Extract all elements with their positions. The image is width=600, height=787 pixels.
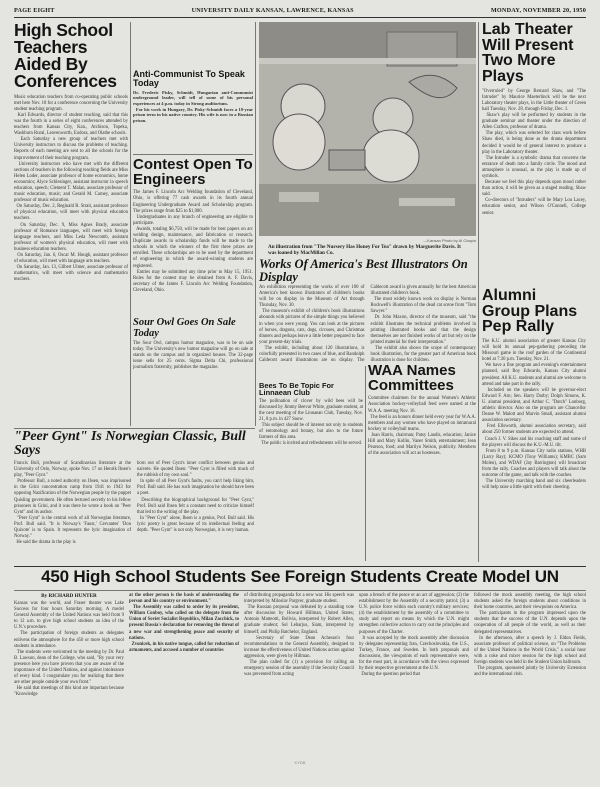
byline: By RICHARD HUNTER [41, 593, 97, 599]
body-anti-communist: Dr. Frederic Pisky, Schmidt, Hungarian anti-Communist underground leader, will tell of some of his personal experiences at 4 p.m. today in Strong auditorium. For his work in Hungary, Dr. Pisky-Schmidt faces a 10-year prison term in his native country. His wife is now in a Russian prison. [133, 89, 253, 124]
article-teachers [14, 22, 128, 428]
body-peer-gynt-left: Francis Bull, professor of Scandinavian literature at the University of Oslo, Norway, spoke Nov. 17 on Henrik Ibsen's play, "Peer Gynt." Professor Bull, a noted authority on Ibsen, was imprisoned in the Grini concentration camp from 1941 to 1943 for opposing Nazification of the Norwegian people by the puppet Quisling government. He often lectured secretly to his fellow prisoners in Grini, and it was there he wrote a book on "Peer Gynt" and its author. "Peer Gynt" is the central work of all Norwegian literature, Prof. Bull said. "It is Norway's 'Faust,' Cervantes' 'Don Quixote' is to Spain. It represents the lyric imagination of Norway." He said the drama in the play is [14, 461, 132, 546]
column-rule [130, 22, 131, 426]
headline-teachers: High School Teachers Aided By Conferences [14, 20, 117, 92]
headline-lab-theater: Lab Theater Will Present Two More Plays [482, 21, 574, 86]
article-peer-gynt [14, 430, 255, 562]
body-illustrators: An exhibition representing the works of over 100 of America's best known illustrators of children's books will be on display in the Museum of Art through Thursday, Nov. 30. The museum's exhibit of children's book illustrations abounds with pictures of the simple things you believed in when you were young. You can look at the pictures of horses, dragons, cats, dogs, circuses, and Christmas dinners and perhaps leave a little better prepared to face your present-day trials. The exhibit, including about 120 illustrations, is colorfully presented in two cases of blue, and Randolph Caldecott award illustrations are on display. The Caldecott award is given annually for the best American illustrated children's book. The most widely known work on display is Norman Rockwell's illustration of the dead cat scene from "Tom Sawyer." Dr. John Maxon, director of the museum, said "the exhibit illustrates the technical problems involved in printing illustrated books and that the design themselves are not finished works of art but rely on the printed material for their interpretation." The exhibit also shows the scope of contemporary book illustration, for the greater part of American book illustration is done for children. [259, 285, 477, 364]
headline-anti-communist: Anti-Communist To Speak Today [133, 69, 245, 88]
headline-bees: Bees To Be Topic For Linnaean Club [259, 381, 334, 398]
body-model-un-col5: followed the mock assembly meeting, the high school students asked the foreign students about conditions in their home countries, and their viewpoints on America. The participants in the program impressed upon the students that the success of the U.N. depends upon the cooperation of all people of the world, as well as their delegated representatives. In the afternoon, after a speech by J. Eldon Fields, associate professor of political science, on "The Problems of the United Nations in the World Crisis," a social hour with a coke and mixer session for the high school and foreign students was held in the Student Union ballroom. The program, sponsored jointly by University Extension and the international club. [474, 593, 587, 678]
article-contest [133, 158, 253, 316]
masthead-rule [14, 17, 586, 18]
footer-mark: KYDB [294, 760, 306, 765]
body-model-un-col1: Kansas was the world, and Fraser theater was Lake Success for four hours Saturday morning. A model General Assembly of the United Nations was held from 9 to 12 a.m. to give high school students an idea of the U.N.'s procedure. The participation of foreign students as delegates enlivens the atmosphere for the 450 or more high school students in attendance. The students were welcomed to the meeting by Dr. Paul B. Lawson, dean of the College, who said, "By your very presence here you have proven that you are aware of the importance of the United Nations, and against intolerance of every kind. I congratulate you for realizing that there are other people outside your own front." He said that meetings of this kind are important because "Knowledge [14, 601, 125, 698]
headline-illustrators: Works Of America's Best Illustrators On Display [259, 257, 468, 284]
page-number: PAGE EIGHT [14, 6, 55, 14]
photo-credit: —Kansan Photo by Al Chapin [423, 238, 476, 243]
body-bees: The pollination of clover by wild bees will be discussed by Jimmy Beevar White, graduate student, at the next meeting of the Linnaean Club, Tuesday, Nov. 21, 8 p.m. in 427 Snow. This subject should be of interest not only to students of entomology and botany, but also to the future farmers of this area. The public is invited and refreshments will be served. [259, 398, 363, 447]
body-contest: The James F. Lincoln Arc Welding foundation of Cleveland, Ohio, is offering 77 cash awards in its fourth annual Engineering Undergraduate Award and Scholarship program. The prizes range from $25 to $1,000. Undergraduates in any branch of engineering are eligible to participate. Awards, totaling $6,750, will be made for best papers on arc welding design, maintenance, and fabrication or research. Duplicate awards in scholarship funds will be made to the schools in which the winners of the first three prizes are enrolled. These scholarships are to be used by the department of engineering in which the award-winning students are registered. Entries may be submitted any time prior to May 15, 1951. Rules for the contest may be obtained from A. F. Davis, secretary of the James F. Lincoln Arc Welding Foundation, Cleveland, Ohio. [133, 190, 254, 293]
divider [14, 590, 586, 591]
headline-sour-owl: Sour Owl Goes On Sale Today [133, 317, 236, 339]
body-alumni: The K.U. alumni association of greater Kansas City will hold its annual pep-gathering preceding the Missouri game in the roof garden of the Continental hotel at 7:30 p.m. Tuesday, Nov. 21. We have a fine program and evening's entertainment planned, said Roy Edwards, Kansas City alumni president. All K.U. students and alumni are welcome to attend and take part in the rally. Included on the speakers will be governor-elect Edward F. Arn; Sen. Harry Darby; Dolph Simons, K. U. alumni president, and Arthur C. "Dutch" Lonborg, athletic director. Also on the program are Chancellor Deane W. Malott and Marvin Small, assistant alumni association secretary. Fred Ellsworth, alumni association secretary, said about 250 former students are expected to attend. Coach J. V. Sikes and his coaching staff and some of the players will discuss the K.U.-M.U. tilt. From 8 to 9 p.m. Kansas City radio stations, WHB (Larry Ray); KCMO (Tony Williams); KMBC (Sam Molen), and WDAF (Jay Barrington) will broadcast from the rally. Coaches and players will talk about the outcome of the game, and talk with the coaches. The University marching band and six cheerleaders will help raise a little spirit with their cheering. [482, 339, 587, 491]
article-alumni [482, 288, 586, 562]
illustration-photo [259, 22, 476, 236]
body-model-un-col3: of distributing propaganda for a new war. His speech was interpreted by Miloslav Pargver, graduate student. The Russian proposal was defeated by a standing vote after discussion by Howard Hillman, United States; Antonio Matteotti, Bolivia, interpreted by Robert Allen, graduate student; Sol Lebarjus, Siam, interpreted by himself; and Philip Batchelor, England. Secretary of State Dean Acheson's four recommendations to the General Assembly, designed to increase the effectiveness of United Nations action against aggression, were given by Hillman. The plan called for (1) a provision for calling an emergency session of the assembly if the Security Council was prevented from acting [244, 593, 355, 678]
article-lab-theater [482, 22, 586, 280]
body-teachers: Music education teachers from co-operating public schools met here Nov. 18 for a conference concerning the University student teaching program. Karl Edwards, director of student teaching, said that this was the fourth in a series of eight conferences attended by teachers from Kansas City, Kan., Atchison, Topeka, Washburn Rural, Leavenworth, Eudora, and Olathe schools. Each Saturday a new group of teachers met with University instructors to discuss the problems of teaching. Reports of each meeting are sent to all the schools for the improvement of their teaching program. University instructors who have met with the different sections of teachers in the following teaching fields are Miss Helen Loder, associate professor of home economics, home economics; Alyce Schlesinger, assistant instructor in speech education, speech; Clement T. Malan, associate professor of music education, music; and Gerald M. Carney, associate professor of music education. On Saturday, Dec. 2, Reginald R. Strait, assistant professor of physical education, will meet with physical education teachers. On Saturday, Dec. 9, Miss Agnes Brady, associate professor of Romance languages, will meet with foreign language teachers, and Miss Leda Newcomb, assistant professor of women's physical education, will meet with business education teachers. On Saturday, Jan. 6, Oscar M. Hough, assistant professor of education, will meet with language arts teachers. On Saturday, Jan. 13, Gilbert Ulmer, associate professor of mathematics, will meet with science and mathematics teachers. [14, 94, 129, 283]
article-waa [368, 364, 476, 562]
body-model-un-col4: upon a breach of the peace or an act of aggression; (2) the establishment by the Assembly of a security patrol; (3) a U.N. police force within each country's military services; (4) the establishment by the assembly of a committee to study and report on means by which the U.N. might strengthen collective action to carry out the principles and purposes of the Charter. It was accepted by the mock assembly after discussion by delegates representing Iran, Czechoslovakia, the U.S., Turkey, France, and Sweden. In both proposals and discussions, the viewpoints of each representative were, for the most part, in accordance with the views expressed by their respective government at the U.N. During the question period that [359, 593, 470, 678]
body-lab-theater: "Overruled" by George Bernard Shaw, and "The Intruder" by Maurice Maeterlinck will be the next Laboratory theater plays, in the Little theater of Green hall Tuesday, Nov. 28, through Friday, Dec. 1. Shaw's play will be performed by students in the graduate seminar and theater under the direction of Allen Crafton, professor of drama. The play, which was selected for class work before Shaw died, is being done as the drama department decided it would be of general interest to produce a play in the Laboratory theater. The Intruder is a symbolic drama that concerns the entrance of death into a family circle. The mood and atmosphere is unusual, as the play is made up of symbols. Because we feel this play depends upon mood rather than action, it will be given as a staged reading, Shaw said. Co-directors of "Intruders" will be Mary Lou Lacey, education senior, and Wilson O'Connell, College senior. [482, 88, 587, 216]
body-model-un-col2: at the other person is the basis of understanding the person and his country or environment." The Assembly was called to order by its president, William Conboy, who called on the delegate from the Union of Soviet Socialist Republics, Milan Zocchick, to present Russia's declaration for removing the threat of a new war and strengthening peace and security of nations. Zvonicek, in his native tongue, called for reduction of armaments, and accused a number of countries [129, 593, 240, 653]
newspaper-title: UNIVERSITY DAILY KANSAN, LAWRENCE, KANSAS [191, 6, 354, 14]
masthead [14, 4, 586, 16]
article-model-un [14, 593, 586, 751]
column-rule [478, 22, 479, 562]
body-waa: Committee chairmen for the annual Women's Athletic Association hockey-volleyball feed were named at the W.A.A. meeting Nov. 16. The feed is an honors dinner held every year for W.A.A. members and any women who have played on intramural hockey or volleyball teams. Joan Harris, chairman; Patsy Landis, education; Janice Hill and Mary Kollin, Vaner Smith, entertainment; Jean Pearson, food; and Marilyn Nelson, publicity. Members of the association will act as hostesses. [368, 396, 477, 457]
body-peer-gynt-right: born out of Peer Gynt's inner conflict between genius and naivete. He quoted Ibsen: "Peer Gynt is filled with much of the rubbish of my own soul." In spite of all Peer Gynt's faults, you can't help liking him, Prof. Bull said. He has such imagination he should have been a poet. Describing the biographical background for "Peer Gynt," Prof. Bull said Ibsen felt a constant need to criticize himself that led to the writing of the play. In "Peer Gynt" alone, Ibsen is a genius, Prof. Bull said. His lyric poetry is great because of its intellectual feeling and depth. "Peer Gynt" is not only Norwegian, it is very human. [137, 461, 255, 534]
illustration-drawing [259, 22, 476, 236]
headline-peer-gynt: "Peer Gynt" Is Norwegian Classic, Bull Says [14, 429, 246, 458]
photo-caption: An illustration from "The Nursery Has Honey For Tea" drawn by Marguerite Davis. It was loaned by MacMillan Co. [268, 244, 461, 257]
column-rule [255, 22, 256, 426]
divider [133, 154, 253, 155]
article-anti-communist [133, 70, 253, 128]
headline-contest: Contest Open To Engineers [133, 156, 253, 188]
headline-alumni: Alumni Group Plans Pep Rally [482, 287, 578, 336]
headline-model-un: 450 High School Students See Foreign Students Create Model UN [41, 567, 559, 586]
column-rule [365, 366, 366, 561]
issue-date: MONDAY, NOVEMBER 20, 1950 [490, 6, 586, 14]
article-sour-owl [133, 318, 253, 426]
headline-waa: WAA Names Committees [368, 362, 456, 394]
article-bees [259, 382, 363, 562]
body-sour-owl: The Sour Owl, campus humor magazine, was to be on sale today. The University's new humor magazine will go on sale at stands on the campus and in organized houses. The 32-page issue sells for 25 cents. Sigma Delta Chi, professional journalism fraternity, publishes the magazine. [133, 341, 255, 371]
